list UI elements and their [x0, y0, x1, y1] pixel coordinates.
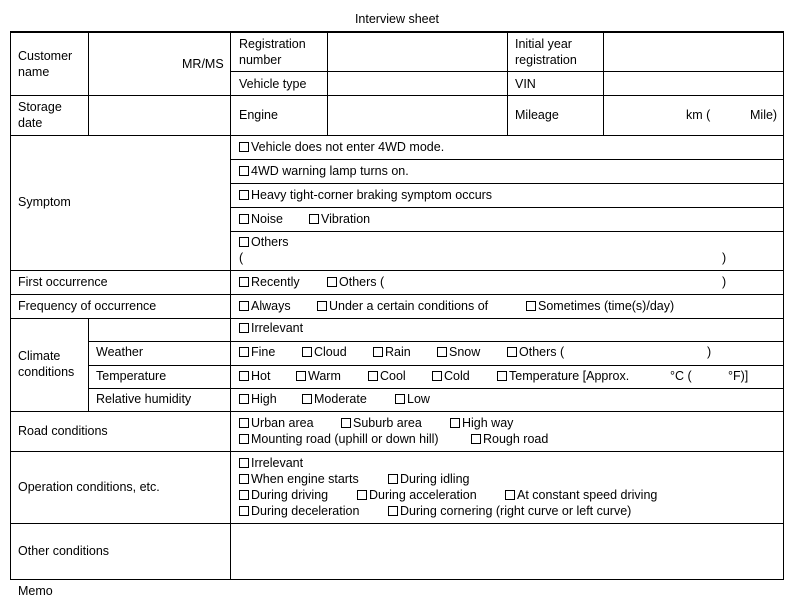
row-divider	[88, 341, 784, 342]
symptom-noise-checkbox[interactable]: Noise	[239, 211, 283, 227]
vin-label: VIN	[515, 77, 536, 91]
row-divider	[10, 318, 784, 319]
first-occurrence-recently-checkbox[interactable]: Recently	[239, 274, 300, 290]
temperature-label: Temperature	[96, 369, 167, 383]
engine-label: Engine	[239, 108, 278, 122]
first-occurrence-label: First occurrence	[18, 275, 108, 289]
table-right-border	[783, 31, 784, 579]
row-divider	[230, 183, 784, 184]
operation-idling-checkbox[interactable]: During idling	[388, 471, 469, 487]
mr-ms-label: MR/MS	[182, 57, 224, 71]
row-divider	[230, 159, 784, 160]
fahrenheit-label: °F)]	[728, 369, 749, 383]
column-divider	[327, 31, 328, 135]
symptom-warning-lamp-checkbox[interactable]: 4WD warning lamp turns on.	[239, 163, 409, 179]
frequency-sometimes-checkbox[interactable]: Sometimes (time(s)/day)	[526, 298, 674, 314]
row-divider	[10, 294, 784, 295]
road-suburb-checkbox[interactable]: Suburb area	[341, 415, 422, 431]
weather-others-checkbox[interactable]: Others (	[507, 344, 564, 360]
weather-cloud-checkbox[interactable]: Cloud	[302, 344, 347, 360]
weather-rain-checkbox[interactable]: Rain	[373, 344, 411, 360]
operation-engine-starts-checkbox[interactable]: When engine starts	[239, 471, 359, 487]
first-occurrence-paren-close: )	[722, 275, 727, 289]
mileage-label: Mileage	[515, 108, 559, 122]
vehicle-type-label: Vehicle type	[239, 77, 307, 91]
operation-irrelevant-checkbox[interactable]: Irrelevant	[239, 455, 303, 471]
humidity-low-checkbox[interactable]: Low	[395, 391, 430, 407]
table-top-border	[10, 31, 784, 33]
row-divider	[88, 388, 784, 389]
mile-label: Mile)	[750, 108, 778, 122]
temperature-cold-checkbox[interactable]: Cold	[432, 368, 470, 384]
operation-conditions-label: Operation conditions, etc.	[18, 480, 160, 494]
symptom-label: Symptom	[18, 195, 71, 209]
temperature-cool-checkbox[interactable]: Cool	[368, 368, 406, 384]
registration-number-label: Registration number	[239, 37, 306, 67]
row-divider	[10, 451, 784, 452]
operation-constant-speed-checkbox[interactable]: At constant speed driving	[505, 487, 657, 503]
climate-conditions-label: Climate conditions	[18, 349, 75, 379]
column-divider	[88, 31, 89, 135]
sheet-title: Interview sheet	[354, 12, 440, 26]
row-divider	[10, 135, 784, 136]
temperature-hot-checkbox[interactable]: Hot	[239, 368, 270, 384]
symptom-others-paren-close: )	[722, 251, 727, 265]
road-rough-checkbox[interactable]: Rough road	[471, 431, 548, 447]
column-divider	[603, 31, 604, 135]
km-label: km (	[686, 108, 711, 122]
row-divider	[10, 523, 784, 524]
humidity-label: Relative humidity	[96, 392, 192, 406]
weather-label: Weather	[96, 345, 144, 359]
road-highway-checkbox[interactable]: High way	[450, 415, 513, 431]
column-divider	[88, 318, 89, 411]
weather-fine-checkbox[interactable]: Fine	[239, 344, 275, 360]
operation-driving-checkbox[interactable]: During driving	[239, 487, 328, 503]
symptom-others-paren-open: (	[239, 251, 244, 265]
storage-date-label: Storage date	[18, 100, 62, 130]
frequency-label: Frequency of occurrence	[18, 299, 157, 313]
weather-paren-close: )	[707, 345, 712, 359]
climate-irrelevant-checkbox[interactable]: Irrelevant	[239, 320, 303, 336]
road-conditions-label: Road conditions	[18, 424, 108, 438]
memo-label: Memo	[18, 584, 53, 598]
column-divider	[507, 31, 508, 135]
temperature-warm-checkbox[interactable]: Warm	[296, 368, 341, 384]
symptom-others-checkbox[interactable]: Others	[239, 234, 289, 250]
frequency-certain-conditions-checkbox[interactable]: Under a certain conditions of	[317, 298, 488, 314]
row-divider	[10, 270, 784, 271]
humidity-moderate-checkbox[interactable]: Moderate	[302, 391, 367, 407]
first-occurrence-others-checkbox[interactable]: Others (	[327, 274, 384, 290]
weather-snow-checkbox[interactable]: Snow	[437, 344, 480, 360]
row-divider	[230, 207, 784, 208]
column-divider	[230, 31, 231, 579]
operation-cornering-checkbox[interactable]: During cornering (right curve or left curve)	[388, 503, 631, 519]
other-conditions-label: Other conditions	[18, 544, 110, 558]
row-divider	[10, 411, 784, 412]
humidity-high-checkbox[interactable]: High	[239, 391, 277, 407]
operation-deceleration-checkbox[interactable]: During deceleration	[239, 503, 359, 519]
row-divider	[10, 95, 784, 96]
table-left-border	[10, 31, 11, 579]
row-divider	[88, 365, 784, 366]
symptom-braking-checkbox[interactable]: Heavy tight-corner braking symptom occurs	[239, 187, 492, 203]
celsius-label: °C (	[670, 369, 692, 383]
customer-name-label: Customer name	[18, 49, 73, 79]
symptom-vibration-checkbox[interactable]: Vibration	[309, 211, 370, 227]
row-divider	[10, 579, 784, 580]
frequency-always-checkbox[interactable]: Always	[239, 298, 291, 314]
initial-year-label: Initial year registration	[515, 37, 577, 67]
row-divider	[230, 231, 784, 232]
operation-acceleration-checkbox[interactable]: During acceleration	[357, 487, 477, 503]
temperature-approx-checkbox[interactable]: Temperature [Approx.	[497, 368, 629, 384]
road-mounting-checkbox[interactable]: Mounting road (uphill or down hill)	[239, 431, 439, 447]
symptom-no-4wd-checkbox[interactable]: Vehicle does not enter 4WD mode.	[239, 139, 444, 155]
road-urban-checkbox[interactable]: Urban area	[239, 415, 314, 431]
